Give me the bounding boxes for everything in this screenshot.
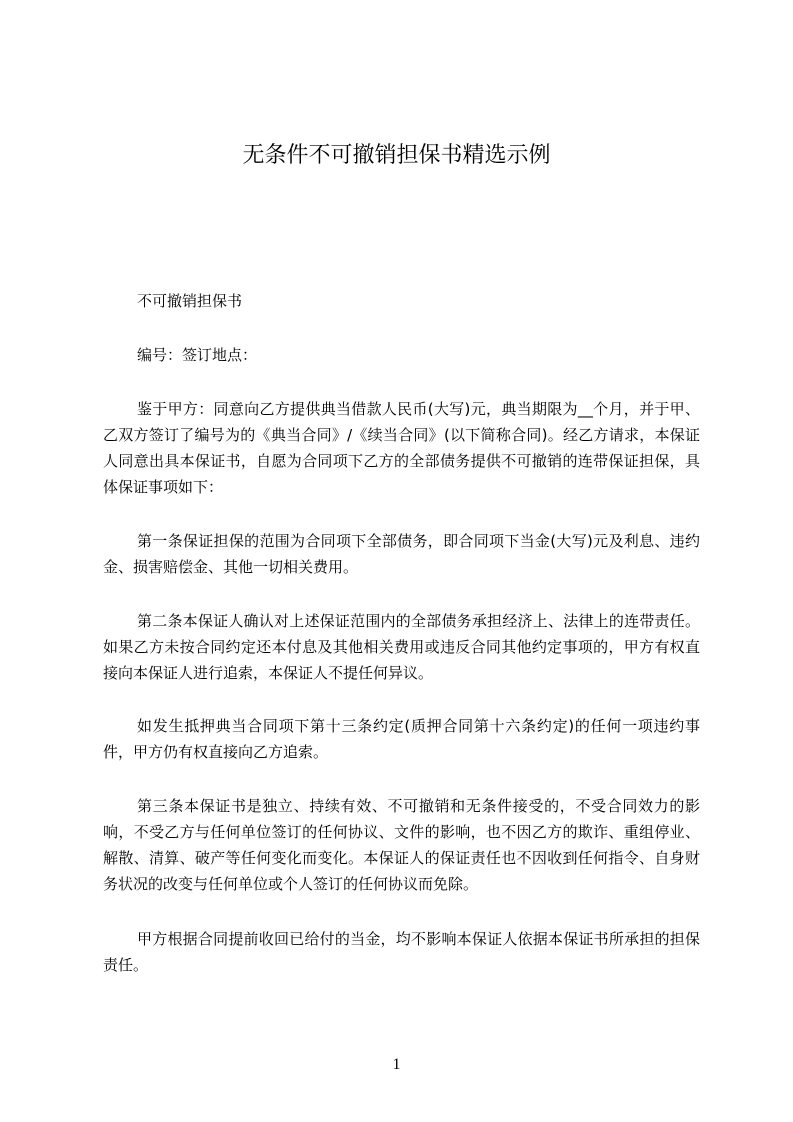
paragraph-early-recovery: 甲方根据合同提前收回已给付的当金，均不影响本保证人依据本保证书所承担的担保责任。 — [103, 930, 700, 974]
paragraph-heading: 不可撤销担保书 — [137, 292, 243, 310]
paragraph-default-event: 如发生抵押典当合同项下第十三条约定(质押合同第十六条约定)的任何一项违约事件，甲方仍有权直接向乙方追索。 — [103, 717, 700, 761]
paragraph-article-2: 第二条本保证人确认对上述保证范围内的全部债务承担经济上、法律上的连带责任。如果乙方未按合同约定还本付息及其他相关费用或违反合同其他约定事项的，甲方有权直接向本保证人进行追索，本保证人不提任何异议。 — [103, 612, 700, 682]
page-number: 1 — [392, 1056, 401, 1073]
paragraph-article-3: 第三条本保证书是独立、持续有效、不可撤销和无条件接受的，不受合同效力的影响，不受乙方与任何单位签订的任何协议、文件的影响，也不因乙方的欺诈、重组停业、解散、清算、破产等任何变化而变化。本保证人的保证责任也不因收到任何指令、自身财务状况的改变与任何单位或个人签订的任何协议而免除。 — [103, 797, 700, 893]
paragraph-recital: 鉴于甲方：同意向乙方提供典当借款人民币(大写)元，典当期限为__个月，并于甲、乙双方签订了编号为的《典当合同》/《续当合同》(以下简称合同)。经乙方请求，本保证人同意出具本保证书，自愿为合同项下乙方的全部债务提供不可撤销的连带保证担保，具体保证事项如下： — [103, 400, 700, 496]
paragraph-number-location: 编号：签订地点： — [137, 346, 258, 364]
document-title: 无条件不可撤销担保书精选示例 — [242, 143, 551, 168]
paragraph-article-1: 第一条保证担保的范围为合同项下全部债务，即合同项下当金(大写)元及利息、违约金、损害赔偿金、其他一切相关费用。 — [103, 532, 700, 576]
